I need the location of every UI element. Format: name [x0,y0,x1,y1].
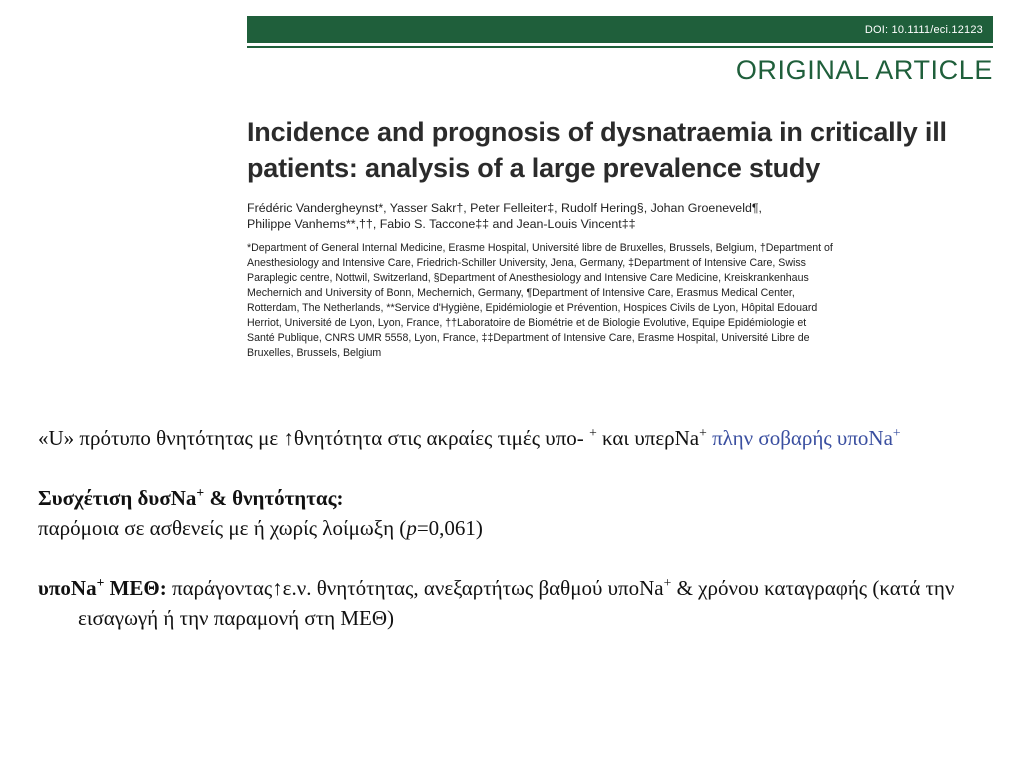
affiliation-line: Herriot, Université de Lyon, Lyon, France, ††Laboratoire de Biométrie et de Biologie Evolutive, Equipe Epidémiologie et [247,317,807,329]
note-mortality-pattern: «U» πρότυπο θνητότητας με ↑θνητότητα στις ακραίες τιμές υπο- + και υπερNa+ πλην σοβαρής υποNa+ [38,425,901,450]
author-list [247,200,993,232]
affiliation-line: *Department of General Internal Medicine, Erasme Hospital, Université libre de Bruxelles, Brussels, Belgium, †Department of [247,242,833,254]
title-line-2: patients: analysis of a large prevalence study [247,153,821,183]
authors-line-2: Philippe Vanhems**,††, Fabio S. Taccone‡‡ and Jean-Louis Vincent‡‡ [247,217,636,231]
note-heading: υποNa+ ΜΕΘ: [38,575,167,600]
affiliation-line: Rotterdam, The Netherlands, **Service d'Hygiène, Epidémiologie et Prévention, Hospices Civils de Lyon, Hôpital Edouard [247,302,818,314]
section-label: ORIGINAL ARTICLE [735,55,993,85]
affiliation-line: Bruxelles, Brussels, Belgium [247,347,382,359]
note-highlight: πλην σοβαρής υποNa+ [706,425,901,450]
article-header [247,16,993,361]
title-line-1: Incidence and prognosis of dysnatraemia in critically ill [247,117,947,147]
spacer [38,543,998,573]
spacer [38,453,998,483]
affiliations [247,241,993,361]
note-correlation-text: παρόμοια σε ασθενείς με ή χωρίς λοίμωξη (p=0,061) [38,516,483,540]
affiliation-line: Santé Publique, CNRS UMR 5558, Lyon, France, ‡‡Department of Intensive Care, Erasme Hospital, Université Libre de [247,332,810,344]
affiliation-line: Mechernich and University of Bonn, Mechernich, Germany, ¶Department of Intensive Care, Erasmus Medical Center, [247,287,795,299]
doi-text: DOI: 10.1111/eci.12123 [864,23,983,36]
article-title [247,114,993,186]
slide-notes [38,423,998,633]
affiliation-line: Paraplegic centre, Nottwil, Switzerland, §Department of Anesthesiology and Intensive Care Medicine, Kreiskrankenhaus [247,272,809,284]
note-icu-hyponatraemia: υποNa+ ΜΕΘ: παράγοντας↑ε.ν. θνητότητας, ανεξαρτήτως βαθμού υποNa+ & χρόνου καταγραφής (κατά την εισαγωγή ή την παραμονή στη ΜΕΘ) [38,575,955,630]
note-heading: Συσχέτιση δυσNa+ & θνητότητας: [38,485,344,510]
note-correlation [38,483,998,513]
header-rule [247,46,993,48]
affiliation-line: Anesthesiology and Intensive Care, Friedrich-Schiller University, Jena, Germany, ‡Department of Intensive Care, Swiss [247,257,806,269]
doi-bar [247,16,993,43]
authors-line-1: Frédéric Vandergheynst*, Yasser Sakr†, Peter Felleiter‡, Rudolf Hering§, Johan Groeneveld¶, [247,201,762,215]
